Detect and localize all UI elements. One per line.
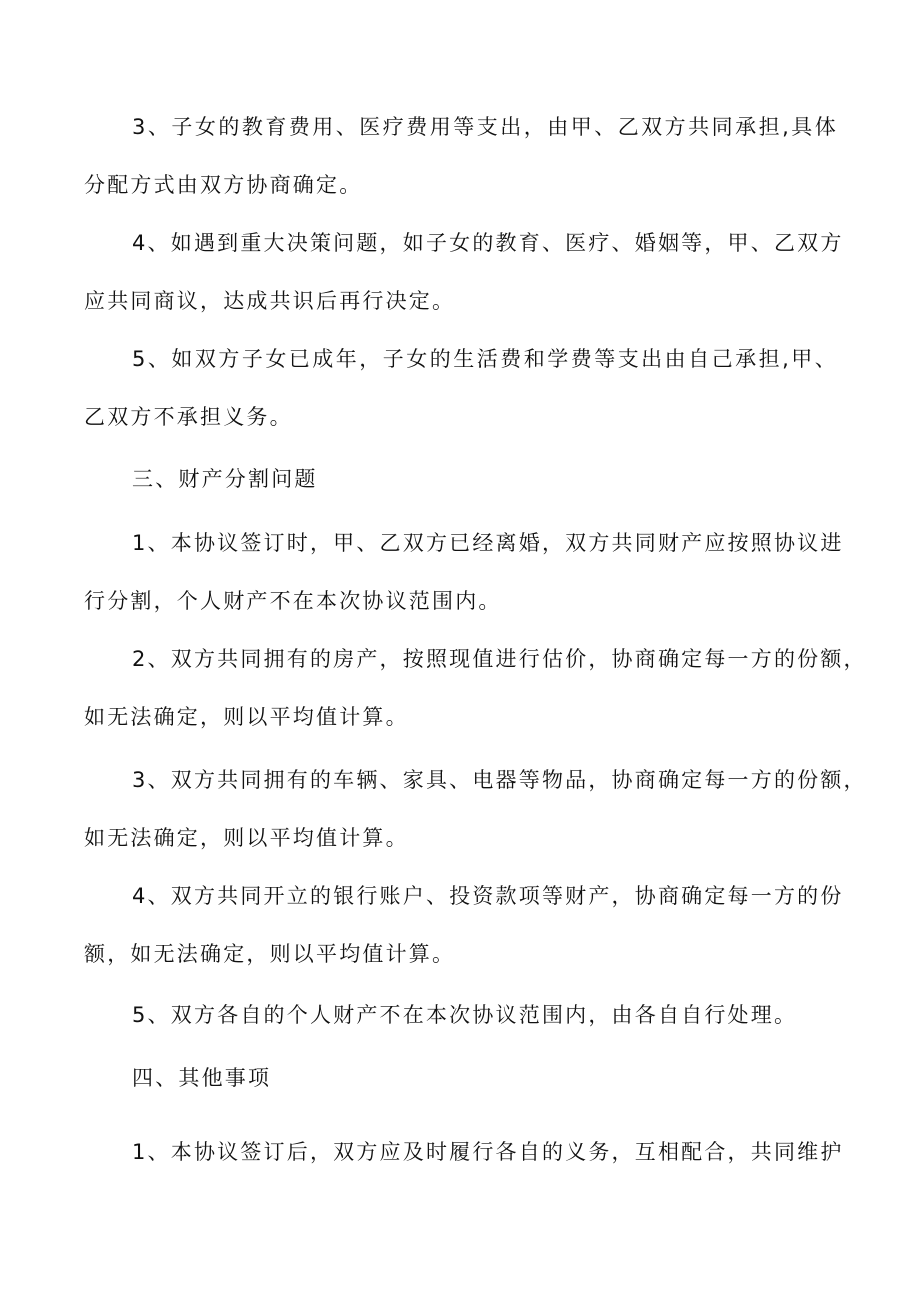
text-line: 5、双方各自的个人财产不在本次协议范围内，由各自自行处理。 xyxy=(132,1003,798,1027)
text-line: 1、本协议签订时，甲、乙双方已经离婚，双方共同财产应按照协议进 xyxy=(132,531,844,555)
text-line: 行分割，个人财产不在本次协议范围内。 xyxy=(84,589,502,613)
paragraph-property-5 xyxy=(84,986,838,1044)
text-line: 如无法确定，则以平均值计算。 xyxy=(84,826,409,850)
text-line: 如无法确定，则以平均值计算。 xyxy=(84,705,409,729)
section-heading-other: 四、其他事项 xyxy=(132,1066,272,1090)
paragraph-children-3 xyxy=(84,98,838,214)
paragraph-property-4 xyxy=(84,867,844,983)
paragraph-property-2 xyxy=(84,630,867,746)
text-line: 乙双方不承担义务。 xyxy=(84,405,293,429)
text-line: 分配方式由双方协商确定。 xyxy=(84,173,363,197)
text-line: 应共同商议，达成共识后再行决定。 xyxy=(84,289,456,313)
paragraph-property-3 xyxy=(84,751,867,867)
text-line: 1、本协议签订后，双方应及时履行各自的义务，互相配合，共同维护 xyxy=(132,1140,844,1164)
paragraph-property-1 xyxy=(84,514,844,630)
section-heading-property: 三、财产分割问题 xyxy=(132,467,318,491)
paragraph-children-5 xyxy=(84,330,838,446)
text-line: 4、双方共同开立的银行账户、投资款项等财产，协商确定每一方的份 xyxy=(132,884,844,908)
text-line: 2、双方共同拥有的房产，按照现值进行估价，协商确定每一方的份额， xyxy=(132,647,867,671)
text-line: 额，如无法确定，则以平均值计算。 xyxy=(84,942,456,966)
text-line: 5、如双方子女已成年，子女的生活费和学费等支出由自己承担,甲、 xyxy=(132,347,838,371)
text-line: 3、子女的教育费用、医疗费用等支出，由甲、乙双方共同承担,具体 xyxy=(132,115,838,139)
text-line: 3、双方共同拥有的车辆、家具、电器等物品，协商确定每一方的份额， xyxy=(132,768,867,792)
paragraph-children-4 xyxy=(84,214,844,330)
text-line: 4、如遇到重大决策问题，如子女的教育、医疗、婚姻等，甲、乙双方 xyxy=(132,231,844,255)
paragraph-other-1 xyxy=(84,1123,844,1181)
